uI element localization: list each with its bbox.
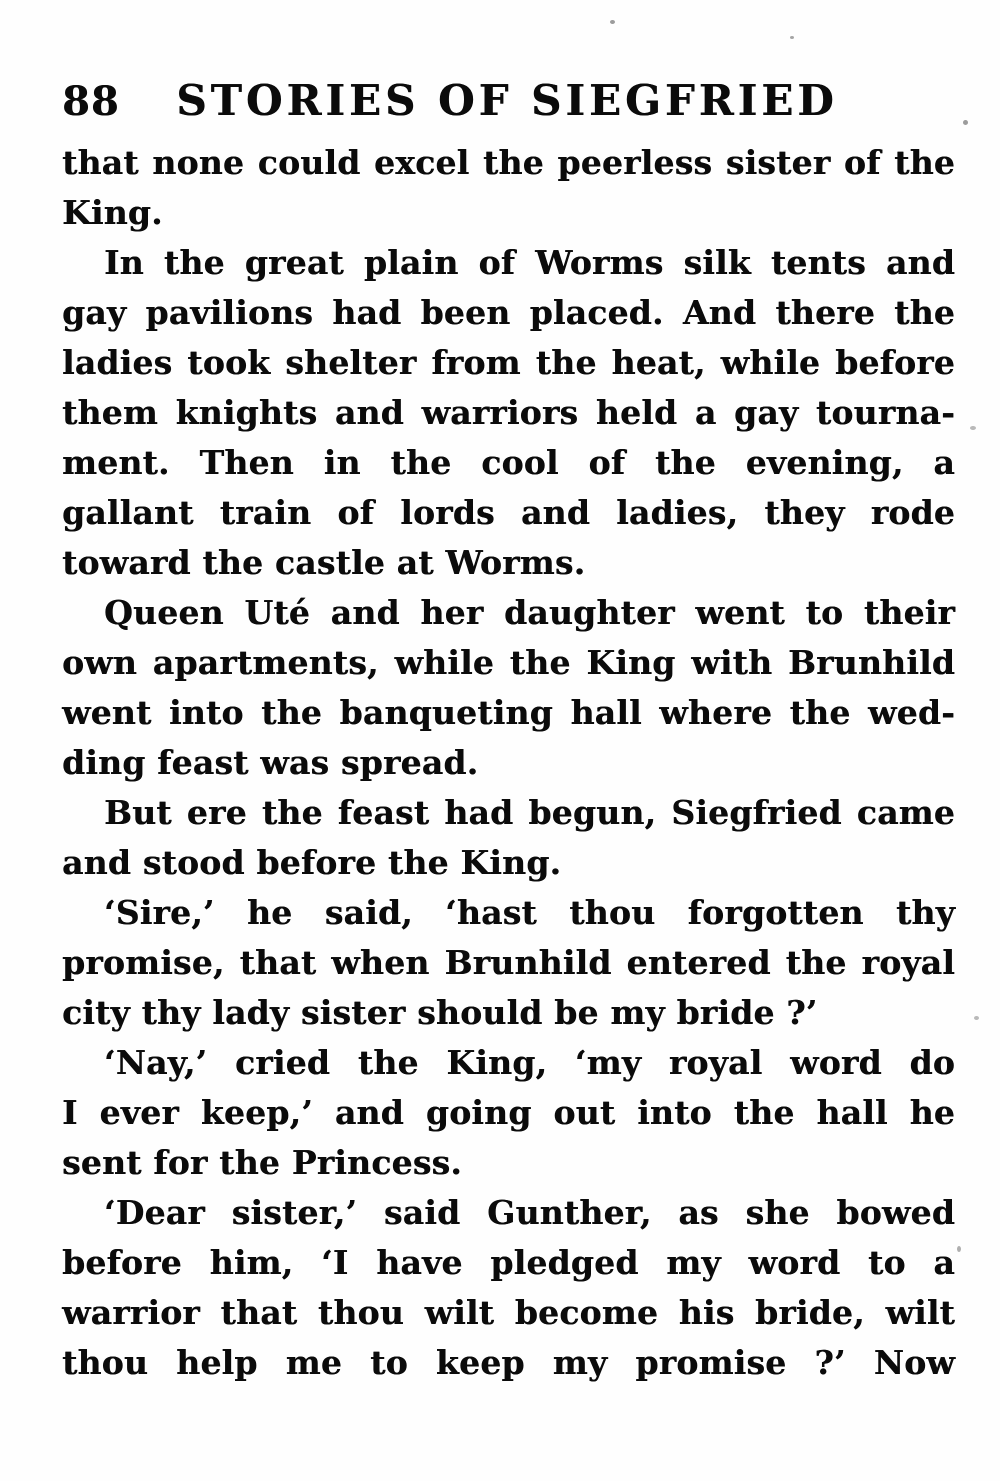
text-line: ladies took shelter from the heat, while before [62, 343, 955, 382]
text-line: went into the banqueting hall where the wed- [62, 693, 955, 732]
text-line: King. [62, 193, 163, 232]
text-line: ‘Dear sister,’ said Gunther, as she bowed [104, 1193, 955, 1232]
paragraph [62, 238, 955, 588]
scan-speck [970, 426, 976, 430]
text-line: But ere the feast had begun, Siegfried came [104, 793, 955, 832]
text-line: ‘Sire,’ he said, ‘hast thou forgotten thy [104, 893, 955, 932]
paragraph [62, 588, 955, 788]
text-line: thou help me to keep my promise ?’ Now [62, 1343, 955, 1382]
text-line: them knights and warriors held a gay tourna- [62, 393, 955, 432]
scan-speck [957, 1246, 961, 1252]
paragraph [62, 1188, 955, 1388]
paragraph [62, 1038, 955, 1188]
paragraph [62, 888, 955, 1038]
paragraph [62, 788, 955, 888]
page-title: STORIES OF SIEGFRIED [176, 76, 838, 125]
text-line: toward the castle at Worms. [62, 543, 586, 582]
scan-speck [790, 36, 794, 39]
page-header [62, 76, 952, 126]
scan-speck [963, 120, 968, 125]
text-line: I ever keep,’ and going out into the hall he [62, 1093, 955, 1132]
page-body [62, 138, 955, 1388]
text-line: that none could excel the peerless sister of the [62, 143, 955, 182]
text-line: gay pavilions had been placed. And there the [62, 293, 955, 332]
text-line: and stood before the King. [62, 843, 562, 882]
text-line: gallant train of lords and ladies, they rode [62, 493, 955, 532]
text-line: Queen Uté and her daughter went to their [104, 593, 955, 632]
text-line: city thy lady sister should be my bride ?’ [62, 993, 818, 1032]
paragraph [62, 138, 955, 238]
text-line: before him, ‘I have pledged my word to a [62, 1243, 955, 1282]
text-line: ment. Then in the cool of the evening, a [62, 443, 955, 482]
text-line: ‘Nay,’ cried the King, ‘my royal word do [104, 1043, 955, 1082]
scan-speck [974, 1016, 979, 1020]
text-line: sent for the Princess. [62, 1143, 462, 1182]
scan-speck [610, 20, 615, 24]
text-line: warrior that thou wilt become his bride, wilt [62, 1293, 955, 1332]
page-number: 88 [62, 78, 120, 125]
text-line: own apartments, while the King with Brunhild [62, 643, 955, 682]
text-line: In the great plain of Worms silk tents and [104, 243, 955, 282]
text-line: promise, that when Brunhild entered the royal [62, 943, 955, 982]
text-line: ding feast was spread. [62, 743, 479, 782]
